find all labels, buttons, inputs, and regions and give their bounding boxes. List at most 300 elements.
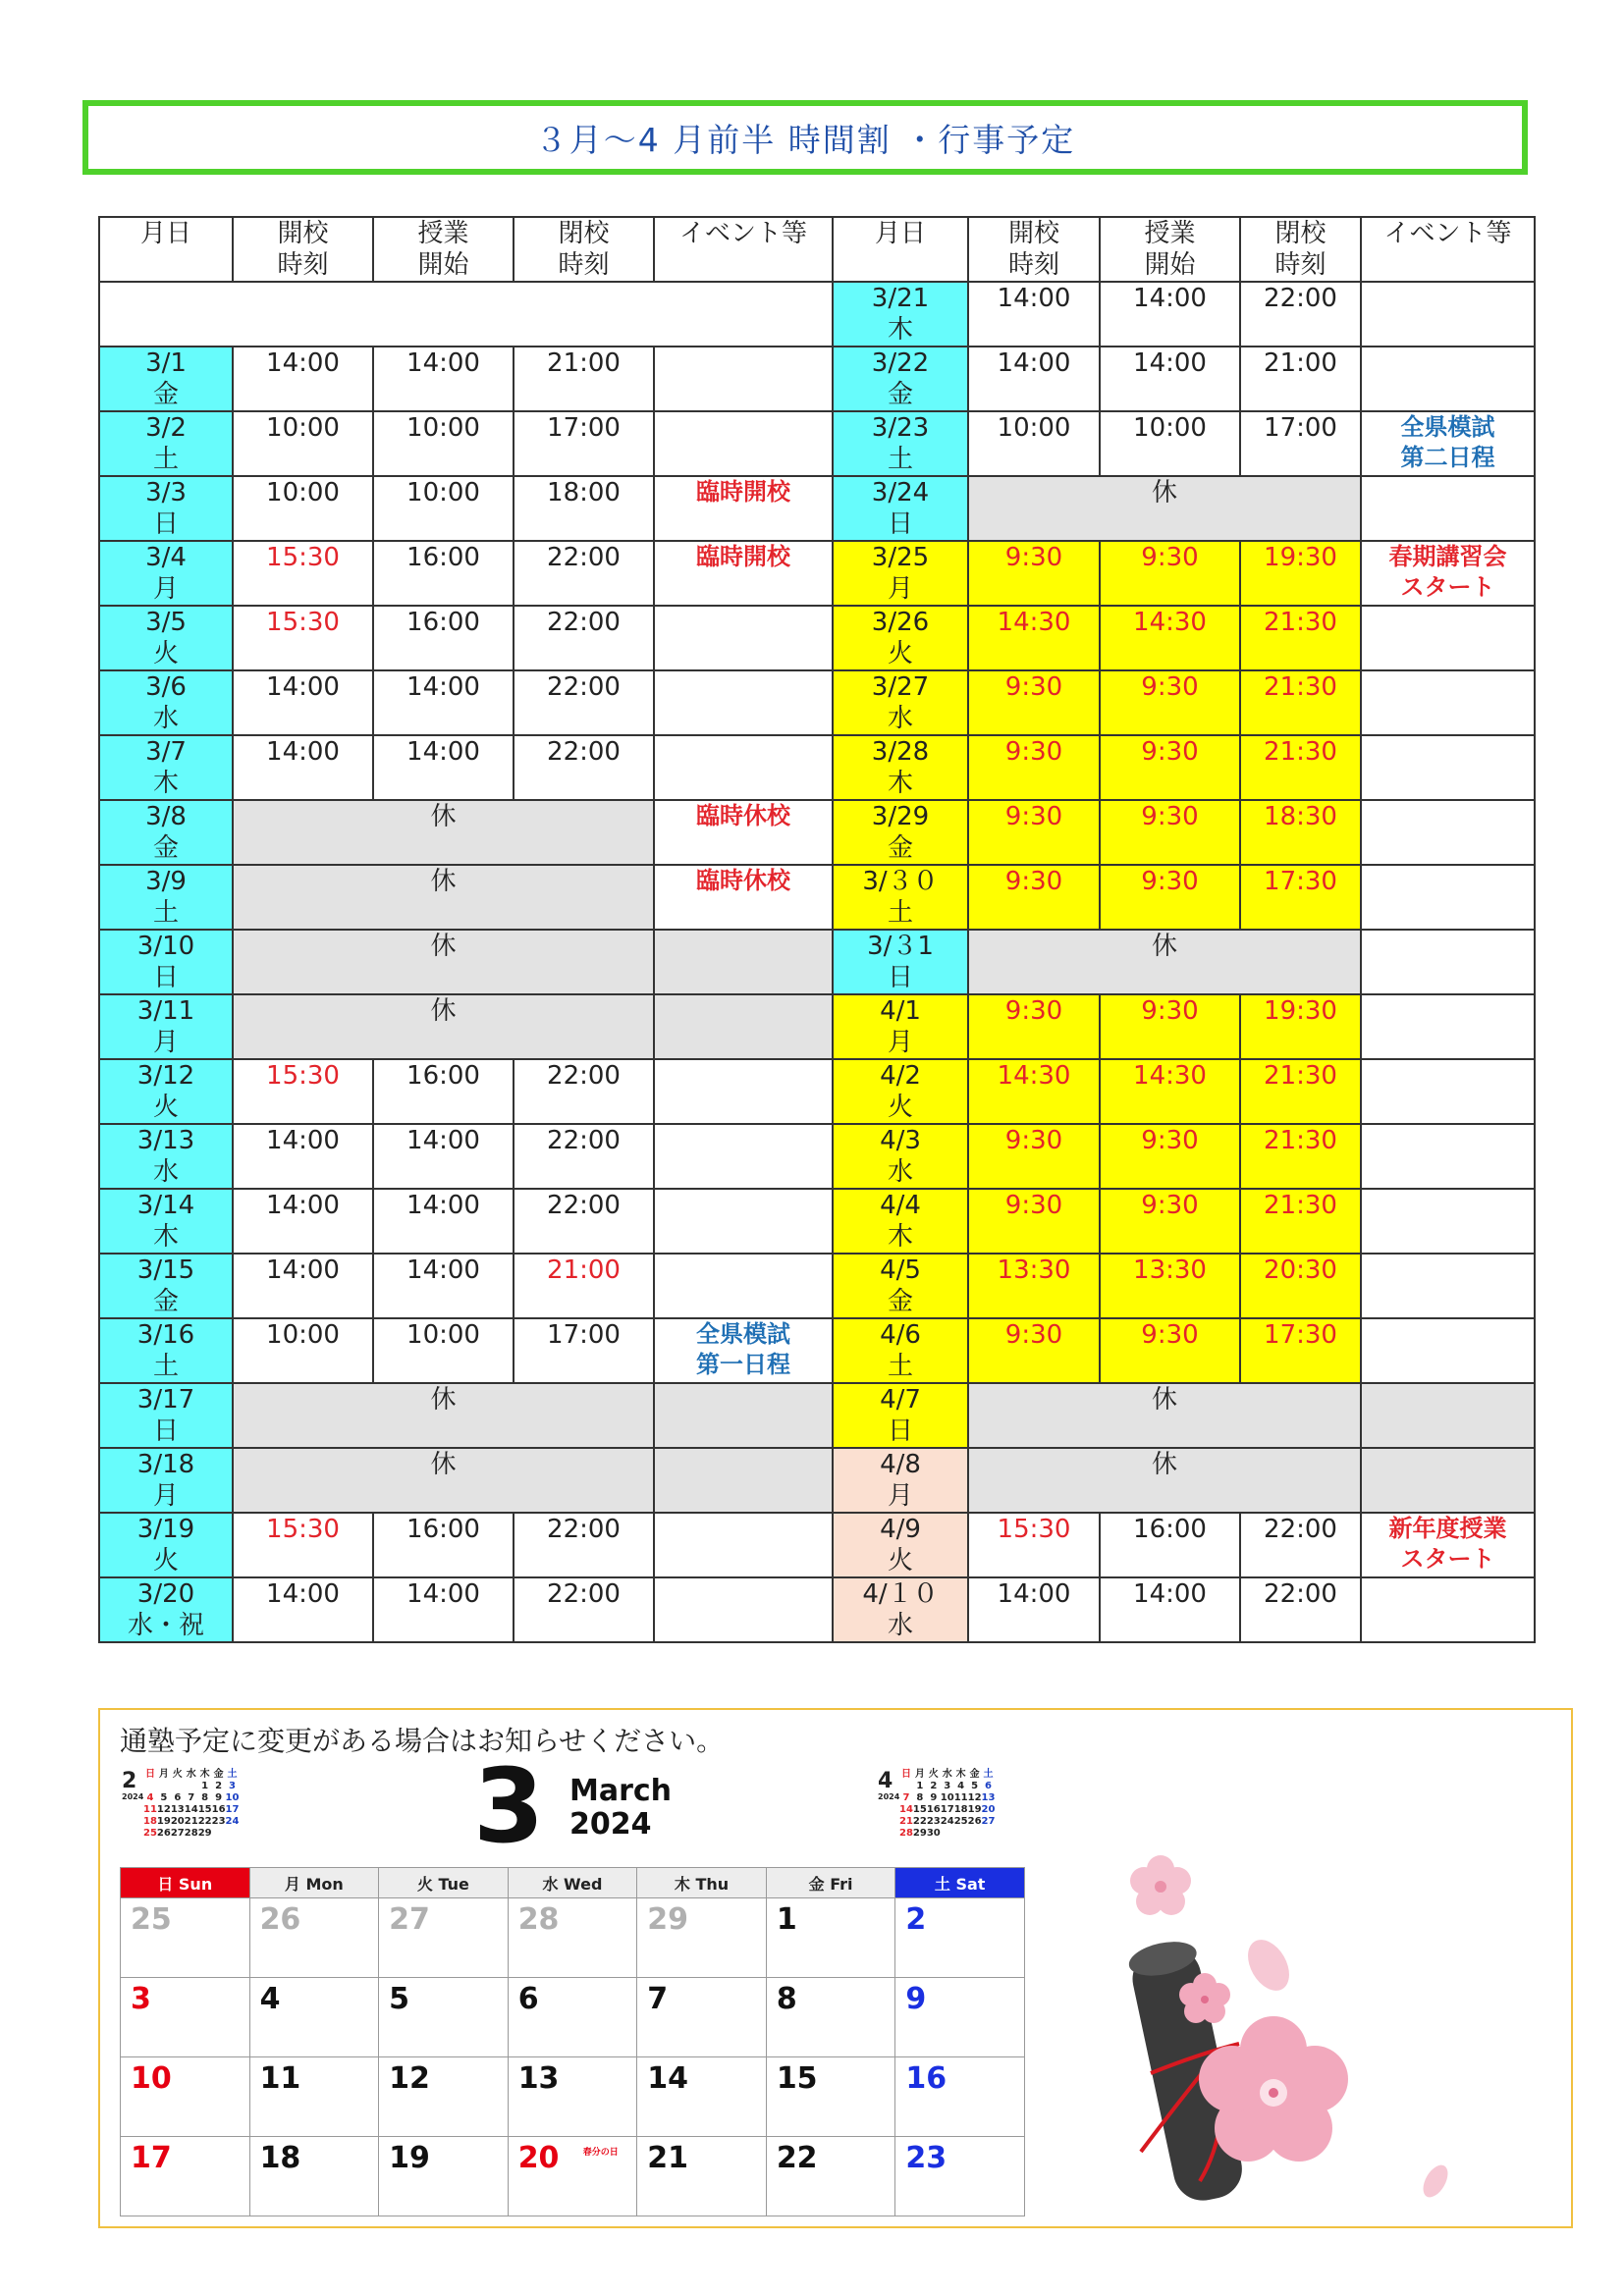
mini-weekday: 日 xyxy=(144,1769,155,1780)
calendar-day-number: 27 xyxy=(389,1902,430,1937)
close-time-cell: 22:00 xyxy=(1240,1577,1361,1642)
event-cell xyxy=(1361,282,1535,347)
calendar-week-row xyxy=(121,1898,1025,1978)
weekday-text: 木 xyxy=(152,1222,179,1252)
class-start-cell: 16:00 xyxy=(373,1513,514,1577)
mini-day: 30 xyxy=(926,1828,941,1839)
open-time-cell: 10:00 xyxy=(233,476,373,541)
event-cell xyxy=(654,670,833,735)
mini-day xyxy=(982,1828,996,1840)
close-time-cell: 22:00 xyxy=(514,606,654,670)
mini-day xyxy=(226,1828,240,1840)
mini-day: 10 xyxy=(225,1792,240,1803)
date-text: 3/4 xyxy=(145,543,187,572)
date-text: 4/3 xyxy=(880,1126,921,1155)
calendar-week-row xyxy=(121,2057,1025,2137)
calendar-day-cell xyxy=(379,2057,509,2137)
mini-day: 27 xyxy=(170,1828,185,1839)
calendar-section xyxy=(98,1708,1573,2228)
date-cell xyxy=(833,994,968,1059)
calendar-day-number: 1 xyxy=(776,1902,797,1937)
mini-day: 25 xyxy=(953,1816,968,1827)
date-text: 3/21 xyxy=(871,284,930,313)
mini-day: 7 xyxy=(188,1792,195,1803)
calendar-day-number: 14 xyxy=(647,2061,688,2096)
notice-text: 通塾予定に変更がある場合はお知らせください。 xyxy=(120,1725,725,1757)
closed-cell: 休 xyxy=(968,1383,1361,1448)
weekday-text: 水・祝 xyxy=(127,1611,204,1640)
event-cell xyxy=(1361,541,1535,606)
date-text: 3/19 xyxy=(136,1515,195,1544)
table-row xyxy=(99,606,1535,670)
weekday-text: 水 xyxy=(887,1611,913,1640)
event-text: スタート xyxy=(1400,573,1495,601)
close-time-cell: 17:00 xyxy=(514,1318,654,1383)
weekday-text: 月 xyxy=(887,574,913,604)
weekday-text: 火 xyxy=(887,1546,913,1575)
mini-day: 4 xyxy=(146,1792,154,1803)
event-cell xyxy=(1361,670,1535,735)
calendar-weekday-header: 火 Tue xyxy=(379,1868,509,1898)
calendar-year: 2024 xyxy=(569,1807,652,1842)
mini-day xyxy=(157,1781,171,1792)
weekday-text: 土 xyxy=(152,898,179,928)
open-time-cell: 14:00 xyxy=(233,1189,373,1254)
event-text: スタート xyxy=(1400,1545,1495,1573)
diploma-sakura-illustration xyxy=(1082,1818,1455,2211)
date-text: 3/20 xyxy=(136,1579,195,1609)
event-text: 全県模試 xyxy=(696,1320,790,1348)
header-start-right xyxy=(1100,217,1240,282)
date-cell xyxy=(99,1124,233,1189)
weekday-text: 火 xyxy=(152,1093,179,1122)
date-cell xyxy=(99,541,233,606)
calendar-day-number: 4 xyxy=(259,1982,281,2016)
date-cell xyxy=(833,282,968,347)
class-start-cell: 14:00 xyxy=(373,1254,514,1318)
sakura-flower-icon xyxy=(1130,1855,1191,1915)
class-start-cell: 16:00 xyxy=(373,606,514,670)
calendar-day-cell xyxy=(508,2137,637,2216)
weekday-text: 金 xyxy=(887,380,913,409)
mini-day: 8 xyxy=(201,1792,209,1803)
date-text: 4/9 xyxy=(880,1515,921,1544)
date-cell xyxy=(833,1383,968,1448)
event-cell xyxy=(654,865,833,930)
date-text: 3/14 xyxy=(136,1191,195,1220)
mini-day: 18 xyxy=(143,1816,157,1827)
calendar-day-number: 18 xyxy=(259,2141,301,2175)
close-time-cell: 22:00 xyxy=(514,735,654,800)
close-time-cell: 19:30 xyxy=(1240,994,1361,1059)
mini-day: 15 xyxy=(912,1804,927,1815)
calendar-day-cell xyxy=(766,2057,895,2137)
weekday-text: 月 xyxy=(152,574,179,604)
event-cell xyxy=(654,1254,833,1318)
calendar-day-cell xyxy=(766,1978,895,2057)
weekday-text: 月 xyxy=(152,1028,179,1057)
date-text: 4/2 xyxy=(880,1061,921,1091)
mini-day xyxy=(143,1781,157,1792)
event-text: 臨時開校 xyxy=(696,478,790,506)
mini-weekday: 水 xyxy=(186,1769,196,1780)
open-time-cell: 14:00 xyxy=(233,735,373,800)
weekday-text: 金 xyxy=(887,833,913,863)
date-text: 3/10 xyxy=(136,932,195,961)
close-time-cell: 17:00 xyxy=(514,411,654,476)
weekday-text: 土 xyxy=(152,445,179,474)
class-start-cell: 9:30 xyxy=(1100,800,1240,865)
mini-day: 17 xyxy=(940,1804,954,1815)
close-time-cell: 22:00 xyxy=(514,670,654,735)
class-start-cell: 9:30 xyxy=(1100,670,1240,735)
date-text: 3/16 xyxy=(136,1320,195,1350)
class-start-cell: 9:30 xyxy=(1100,541,1240,606)
mini-day: 21 xyxy=(184,1816,198,1827)
table-row xyxy=(99,1059,1535,1124)
mini-day: 28 xyxy=(184,1828,198,1839)
mini-day: 20 xyxy=(170,1816,185,1827)
calendar-day-cell xyxy=(121,2137,250,2216)
header-text: 授業 xyxy=(1144,219,1196,248)
date-cell xyxy=(99,1577,233,1642)
date-text: 3/3 xyxy=(145,478,187,507)
class-start-cell: 9:30 xyxy=(1100,865,1240,930)
event-cell xyxy=(1361,800,1535,865)
open-time-cell: 9:30 xyxy=(968,1124,1100,1189)
open-time-cell: 9:30 xyxy=(968,800,1100,865)
date-text: 3/12 xyxy=(136,1061,195,1091)
date-text: 3/7 xyxy=(145,737,187,767)
table-row xyxy=(99,1318,1535,1383)
mini-day: 14 xyxy=(184,1804,198,1815)
open-time-cell: 15:30 xyxy=(968,1513,1100,1577)
weekday-text: 水 xyxy=(152,704,179,733)
mini-next-year: 2024 xyxy=(878,1792,900,1801)
calendar-day-number: 26 xyxy=(259,1902,301,1937)
weekday-text: 月 xyxy=(887,1028,913,1057)
calendar-day-number: 17 xyxy=(131,2141,172,2175)
header-text: 授業 xyxy=(417,219,469,248)
mini-day: 14 xyxy=(899,1804,913,1815)
date-text: 3/26 xyxy=(871,608,930,637)
header-text: 閉校 xyxy=(558,219,610,248)
calendar-day-number: 25 xyxy=(131,1902,172,1937)
event-text: 全県模試 xyxy=(1400,413,1495,441)
event-cell xyxy=(1361,476,1535,541)
class-start-cell: 14:00 xyxy=(373,347,514,411)
weekday-text: 日 xyxy=(152,509,179,539)
mini-day: 22 xyxy=(912,1816,927,1827)
event-cell xyxy=(654,1059,833,1124)
empty-cell xyxy=(99,282,833,347)
weekday-text: 水 xyxy=(152,1157,179,1187)
event-cell xyxy=(654,800,833,865)
table-header-row xyxy=(99,217,1535,282)
weekday-text: 月 xyxy=(152,1481,179,1511)
date-cell xyxy=(833,1577,968,1642)
mini-day: 12 xyxy=(967,1792,982,1803)
calendar-month-name: March xyxy=(569,1774,673,1808)
mini-weekday: 火 xyxy=(928,1769,939,1780)
open-time-cell: 9:30 xyxy=(968,670,1100,735)
close-time-cell: 21:30 xyxy=(1240,606,1361,670)
date-cell xyxy=(833,1124,968,1189)
mini-day: 13 xyxy=(981,1792,996,1803)
mini-day: 15 xyxy=(197,1804,212,1815)
calendar-weekday-header: 水 Wed xyxy=(508,1868,637,1898)
date-cell xyxy=(99,1383,233,1448)
table-row xyxy=(99,1513,1535,1577)
class-start-cell: 14:00 xyxy=(373,1577,514,1642)
weekday-text: 水 xyxy=(887,1157,913,1187)
date-cell xyxy=(833,411,968,476)
event-cell xyxy=(1361,1254,1535,1318)
sakura-flower-icon xyxy=(1199,2016,1348,2162)
closed-cell: 休 xyxy=(233,800,654,865)
weekday-text: 金 xyxy=(152,1287,179,1316)
calendar-day-cell xyxy=(508,2057,637,2137)
header-open-right xyxy=(968,217,1100,282)
event-text: 臨時休校 xyxy=(696,867,790,894)
calendar-day-number: 9 xyxy=(905,1982,927,2016)
date-cell xyxy=(99,994,233,1059)
date-cell xyxy=(99,1254,233,1318)
date-text: 3/18 xyxy=(136,1450,195,1479)
mini-day: 24 xyxy=(940,1816,954,1827)
open-time-cell: 14:30 xyxy=(968,1059,1100,1124)
mini-day: 29 xyxy=(912,1828,927,1839)
mini-day: 10 xyxy=(940,1792,954,1803)
mini-weekday: 金 xyxy=(213,1769,224,1780)
class-start-cell: 13:30 xyxy=(1100,1254,1240,1318)
date-text: 3/29 xyxy=(871,802,930,831)
mini-day: 2 xyxy=(930,1781,938,1791)
table-row xyxy=(99,735,1535,800)
weekday-text: 木 xyxy=(887,315,913,345)
mini-day: 21 xyxy=(899,1816,913,1827)
mini-weekday: 水 xyxy=(942,1769,952,1780)
weekday-text: 火 xyxy=(887,639,913,668)
calendar-day-number: 5 xyxy=(389,1982,409,2016)
close-time-cell: 21:30 xyxy=(1240,1059,1361,1124)
open-time-cell: 10:00 xyxy=(968,411,1100,476)
event-cell xyxy=(654,1189,833,1254)
table-row xyxy=(99,994,1535,1059)
class-start-cell: 9:30 xyxy=(1100,994,1240,1059)
weekday-text: 水 xyxy=(887,704,913,733)
date-cell xyxy=(99,800,233,865)
mini-day: 1 xyxy=(916,1781,924,1791)
date-text: 4/8 xyxy=(880,1450,921,1479)
header-text: 開校 xyxy=(277,219,329,248)
calendar-day-number: 29 xyxy=(647,1902,688,1937)
date-text: 4/5 xyxy=(880,1255,921,1285)
open-time-cell: 14:00 xyxy=(968,1577,1100,1642)
class-start-cell: 10:00 xyxy=(373,476,514,541)
close-time-cell: 22:00 xyxy=(514,1124,654,1189)
calendar-day-cell xyxy=(637,2057,767,2137)
mini-weekday: 木 xyxy=(199,1769,210,1780)
table-row xyxy=(99,865,1535,930)
event-cell xyxy=(1361,1124,1535,1189)
date-text: 3/1 xyxy=(145,348,187,378)
calendar-day-cell xyxy=(766,1898,895,1978)
weekday-text: 日 xyxy=(887,509,913,539)
event-cell xyxy=(1361,1448,1535,1513)
closed-cell: 休 xyxy=(968,930,1361,994)
open-time-cell: 15:30 xyxy=(233,606,373,670)
calendar-day-cell xyxy=(249,1898,379,1978)
mini-weekday: 月 xyxy=(914,1769,925,1780)
mini-day: 23 xyxy=(926,1816,941,1827)
mini-day: 26 xyxy=(156,1828,171,1839)
event-cell xyxy=(654,994,833,1059)
open-time-cell: 9:30 xyxy=(968,1189,1100,1254)
closed-cell: 休 xyxy=(968,476,1361,541)
header-text: 時刻 xyxy=(558,250,610,280)
calendar-day-number: 21 xyxy=(647,2141,688,2175)
calendar-day-cell xyxy=(637,1978,767,2057)
mini-day: 12 xyxy=(156,1804,171,1815)
calendar-day-cell xyxy=(637,1898,767,1978)
event-cell xyxy=(654,1577,833,1642)
header-text: 時刻 xyxy=(1007,250,1059,280)
petal-icon xyxy=(1239,1933,1297,1998)
date-cell xyxy=(833,1059,968,1124)
class-start-cell: 9:30 xyxy=(1100,1189,1240,1254)
class-start-cell: 9:30 xyxy=(1100,735,1240,800)
event-cell xyxy=(1361,347,1535,411)
close-time-cell: 18:00 xyxy=(514,476,654,541)
date-cell xyxy=(833,1189,968,1254)
calendar-day-cell xyxy=(379,1978,509,2057)
class-start-cell: 14:00 xyxy=(373,1124,514,1189)
mini-day xyxy=(941,1828,954,1840)
mini-day xyxy=(212,1828,226,1840)
open-time-cell: 14:30 xyxy=(968,606,1100,670)
date-cell xyxy=(99,865,233,930)
weekday-text: 日 xyxy=(152,963,179,992)
calendar-day-cell xyxy=(121,1978,250,2057)
weekday-text: 月 xyxy=(887,1481,913,1511)
open-time-cell: 14:00 xyxy=(233,1124,373,1189)
mini-day: 17 xyxy=(225,1804,240,1815)
header-text: 時刻 xyxy=(277,250,329,280)
calendar-day-cell xyxy=(895,2137,1025,2216)
mini-day: 22 xyxy=(197,1816,212,1827)
date-text: 4/6 xyxy=(880,1320,921,1350)
weekday-text: 木 xyxy=(887,769,913,798)
event-cell xyxy=(1361,1059,1535,1124)
date-cell xyxy=(99,670,233,735)
event-cell xyxy=(1361,930,1535,994)
class-start-cell: 16:00 xyxy=(373,1059,514,1124)
mini-day: 16 xyxy=(211,1804,226,1815)
close-time-cell: 19:30 xyxy=(1240,541,1361,606)
date-cell xyxy=(833,1254,968,1318)
open-time-cell: 14:00 xyxy=(233,1577,373,1642)
date-cell xyxy=(833,865,968,930)
date-text: 4/1 xyxy=(880,996,921,1026)
weekday-text: 日 xyxy=(152,1416,179,1446)
mini-day: 6 xyxy=(174,1792,182,1803)
table-row xyxy=(99,476,1535,541)
date-text: 4/7 xyxy=(880,1385,921,1415)
mini-day: 26 xyxy=(967,1816,982,1827)
date-cell xyxy=(99,1448,233,1513)
calendar-day-cell xyxy=(508,1898,637,1978)
open-time-cell: 10:00 xyxy=(233,1318,373,1383)
mini-day: 7 xyxy=(902,1792,910,1803)
date-text: 3/13 xyxy=(136,1126,195,1155)
event-cell xyxy=(1361,606,1535,670)
event-cell xyxy=(654,1318,833,1383)
class-start-cell: 14:30 xyxy=(1100,606,1240,670)
weekday-text: 土 xyxy=(152,1352,179,1381)
close-time-cell: 22:00 xyxy=(1240,1513,1361,1577)
close-time-cell: 21:30 xyxy=(1240,1124,1361,1189)
mini-day: 3 xyxy=(944,1781,951,1791)
class-start-cell: 14:30 xyxy=(1100,1059,1240,1124)
calendar-day-cell xyxy=(508,1978,637,2057)
event-text: 臨時開校 xyxy=(696,543,790,570)
weekday-text: 火 xyxy=(152,639,179,668)
close-time-cell: 17:00 xyxy=(1240,411,1361,476)
calendar-day-number: 3 xyxy=(131,1982,151,2016)
weekday-text: 土 xyxy=(887,445,913,474)
event-cell xyxy=(1361,1577,1535,1642)
date-text: 3/9 xyxy=(145,867,187,896)
mini-day: 3 xyxy=(229,1781,236,1791)
close-time-cell: 22:00 xyxy=(514,541,654,606)
event-cell xyxy=(1361,1383,1535,1448)
table-row xyxy=(99,930,1535,994)
open-time-cell: 9:30 xyxy=(968,865,1100,930)
mini-day: 6 xyxy=(985,1781,992,1791)
class-start-cell: 9:30 xyxy=(1100,1124,1240,1189)
date-text: 3/27 xyxy=(871,672,930,702)
close-time-cell: 22:00 xyxy=(1240,282,1361,347)
mini-weekday: 土 xyxy=(983,1769,994,1780)
mini-weekday: 月 xyxy=(158,1769,169,1780)
weekday-text: 日 xyxy=(887,1416,913,1446)
calendar-day-number: 16 xyxy=(905,2061,947,2096)
class-start-cell: 14:00 xyxy=(1100,347,1240,411)
event-cell xyxy=(1361,865,1535,930)
table-row xyxy=(99,1448,1535,1513)
open-time-cell: 10:00 xyxy=(233,411,373,476)
date-text: 4/１０ xyxy=(862,1579,939,1609)
date-cell xyxy=(99,735,233,800)
weekday-text: 金 xyxy=(152,833,179,863)
event-cell xyxy=(654,476,833,541)
date-cell xyxy=(99,347,233,411)
close-time-cell: 21:30 xyxy=(1240,735,1361,800)
header-date-right: 月日 xyxy=(833,217,968,282)
open-time-cell: 9:30 xyxy=(968,1318,1100,1383)
close-time-cell: 17:30 xyxy=(1240,1318,1361,1383)
calendar-weekday-header: 金 Fri xyxy=(766,1868,895,1898)
close-time-cell: 18:30 xyxy=(1240,800,1361,865)
event-text: 第一日程 xyxy=(696,1351,790,1378)
open-time-cell: 14:00 xyxy=(968,347,1100,411)
calendar-day-number: 8 xyxy=(776,1982,797,2016)
class-start-cell: 16:00 xyxy=(1100,1513,1240,1577)
calendar-day-cell xyxy=(249,1978,379,2057)
date-text: 3/３０ xyxy=(862,867,939,896)
holiday-label: 春分の日 xyxy=(582,2148,619,2158)
